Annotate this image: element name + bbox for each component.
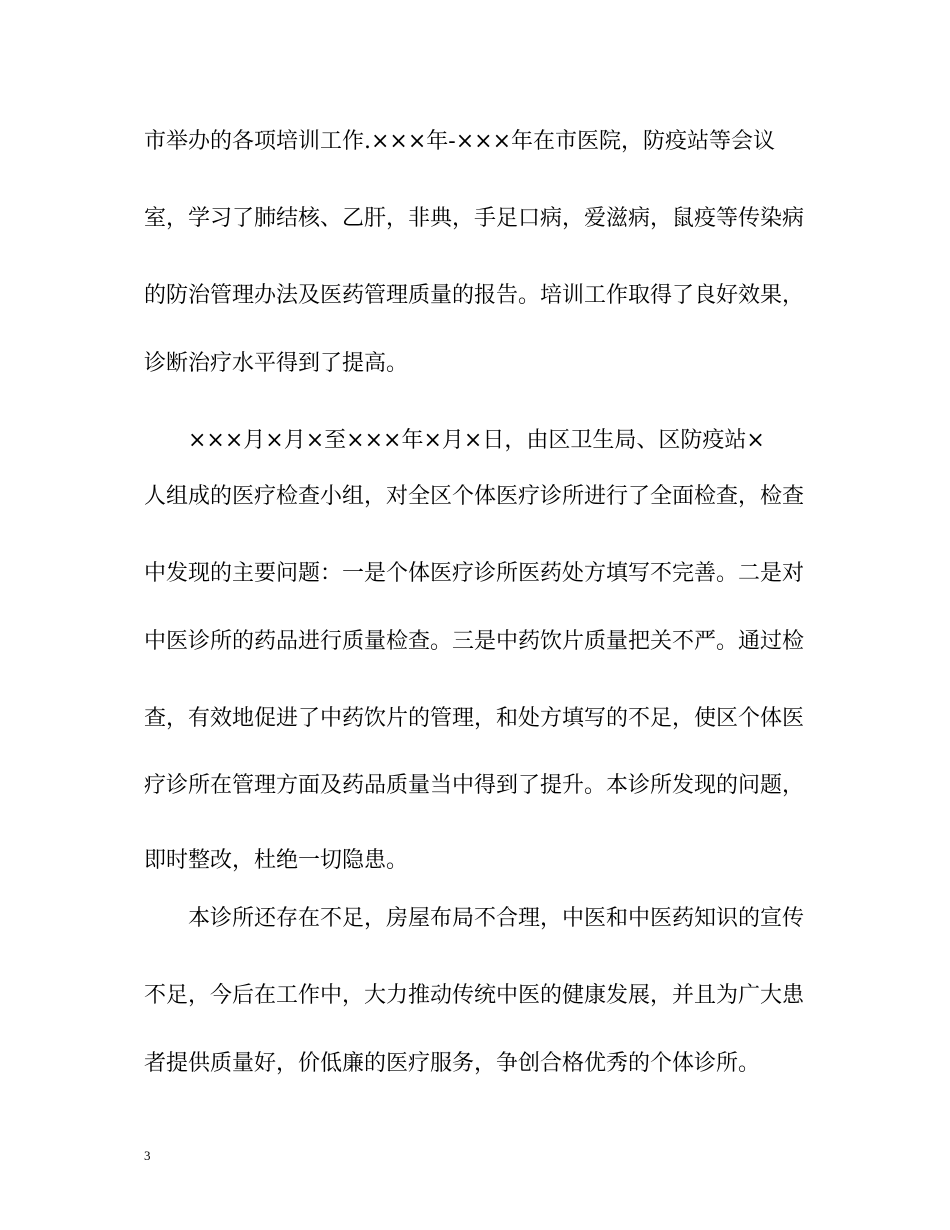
text-line: 中发现的主要问题：一是个体医疗诊所医药处方填写不完善。二是对 [144, 561, 805, 586]
text-line: 查，有效地促进了中药饮片的管理，和处方填写的不足，使区个体医 [144, 706, 805, 731]
text-line: 不足，今后在工作中，大力推动传统中医的健康发展，并且为广大患 [144, 983, 805, 1008]
text-line: 诊断治疗水平得到了提高。 [144, 351, 409, 376]
text-line: 室，学习了肺结核、乙肝，非典，手足口病，爱滋病，鼠疫等传染病 [144, 206, 805, 231]
text-line: 者提供质量好，价低廉的医疗服务，争创合格优秀的个体诊所。 [144, 1051, 761, 1076]
text-line: 市举办的各项培训工作.×××年-×××年在市医院，防疫站等会议 [144, 129, 776, 154]
page-number: 3 [144, 1148, 151, 1163]
paragraph-start-line: 本诊所还存在不足，房屋布局不合理，中医和中医药知识的宣传 [188, 906, 805, 931]
text-line: 即时整改，杜绝一切隐患。 [144, 848, 409, 873]
paragraph-start-line: ×××月×月×至×××年×月×日，由区卫生局、区防疫站× [188, 428, 765, 453]
text-line: 的防治管理办法及医药管理质量的报告。培训工作取得了良好效果， [144, 283, 805, 308]
text-line: 中医诊所的药品进行质量检查。三是中药饮片质量把关不严。通过检 [144, 629, 805, 654]
text-line: 人组成的医疗检查小组，对全区个体医疗诊所进行了全面检查，检查 [144, 484, 805, 509]
text-line: 疗诊所在管理方面及药品质量当中得到了提升。本诊所发现的问题， [144, 773, 805, 798]
